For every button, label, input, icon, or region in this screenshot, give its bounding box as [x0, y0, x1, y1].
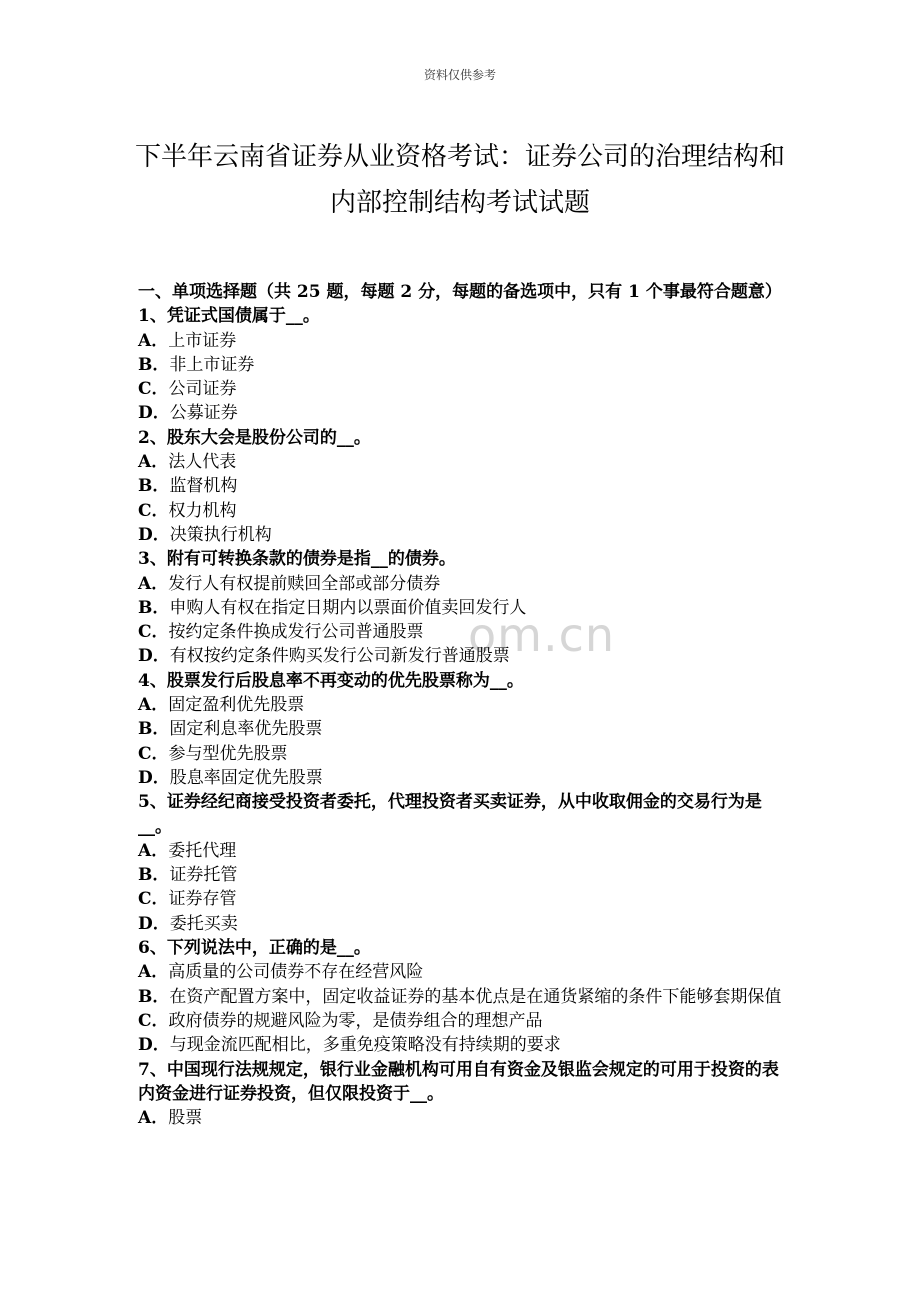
option-item — [138, 863, 788, 887]
option-label: B． — [138, 476, 170, 497]
option-item — [138, 693, 788, 717]
option-text: 委托代理 — [168, 840, 237, 861]
option-label: C． — [138, 622, 169, 643]
question-2 — [138, 426, 788, 450]
question-5 — [138, 790, 788, 839]
question-4 — [138, 669, 788, 693]
option-label: B． — [138, 719, 170, 740]
option-label: A． — [138, 452, 169, 473]
document-title — [120, 134, 800, 226]
question-text: 股东大会是股份公司的__。 — [166, 427, 371, 448]
option-item — [138, 523, 788, 547]
question-number: 5、 — [138, 792, 167, 813]
option-item — [138, 353, 788, 377]
option-text: 参与型优先股票 — [168, 743, 288, 764]
option-item — [138, 644, 788, 668]
option-text: 证券托管 — [169, 865, 238, 886]
option-item — [138, 620, 788, 644]
option-text: 与现金流匹配相比，多重免疫策略没有持续期的要求 — [169, 1035, 561, 1056]
option-label: A． — [138, 695, 169, 716]
option-item — [138, 960, 788, 984]
title-line-1: 下半年云南省证券从业资格考试：证券公司的治理结构和 — [134, 142, 785, 172]
option-item — [138, 912, 788, 936]
option-label: D． — [138, 913, 170, 934]
option-label: C． — [138, 743, 169, 764]
option-label: C． — [138, 379, 169, 400]
option-text: 按约定条件换成发行公司普通股票 — [168, 622, 424, 643]
option-item — [138, 1009, 788, 1033]
option-label: A． — [138, 1108, 169, 1129]
option-label: B． — [138, 354, 170, 375]
option-item — [138, 1033, 788, 1057]
option-text: 决策执行机构 — [169, 524, 272, 545]
option-label: B． — [138, 865, 170, 886]
option-text: 高质量的公司债券不存在经营风险 — [168, 962, 424, 983]
option-text: 政府债券的规避风险为零，是债券组合的理想产品 — [168, 1010, 543, 1031]
option-item — [138, 329, 788, 353]
question-text: 中国现行法规规定，银行业金融机构可用自有资金及银监会规定的可用于投资的表内资金进行证券投资，但仅限投资于__。 — [138, 1059, 779, 1104]
option-text: 公司证券 — [168, 379, 237, 400]
option-label: A． — [138, 840, 169, 861]
option-item — [138, 450, 788, 474]
option-text: 权力机构 — [168, 500, 237, 521]
question-text: 股票发行后股息率不再变动的优先股票称为__。 — [166, 670, 524, 691]
question-text: 凭证式国债属于__。 — [166, 306, 320, 327]
option-text: 有权按约定条件购买发行公司新发行普通股票 — [169, 646, 510, 667]
title-line-2: 内部控制结构考试试题 — [329, 188, 590, 218]
option-label: A． — [138, 573, 169, 594]
watermark: om.cn — [468, 608, 616, 662]
option-item — [138, 887, 788, 911]
option-text: 监督机构 — [169, 476, 238, 497]
option-text: 委托买卖 — [169, 913, 238, 934]
option-text: 股票 — [168, 1108, 203, 1129]
option-label: A． — [138, 330, 169, 351]
option-label: D． — [138, 646, 170, 667]
option-item — [138, 596, 788, 620]
option-item — [138, 572, 788, 596]
question-text: 附有可转换条款的债券是指__的债券。 — [166, 549, 456, 570]
option-label: B． — [138, 597, 170, 618]
question-1 — [138, 304, 788, 328]
question-number: 1、 — [138, 306, 167, 327]
option-item — [138, 499, 788, 523]
option-item — [138, 401, 788, 425]
section-heading: 一、单项选择题（共 25 题，每题 2 分，每题的备选项中，只有 1 个事最符合题意） — [138, 282, 782, 302]
question-list — [138, 304, 788, 1130]
option-label: C． — [138, 500, 169, 521]
question-number: 2、 — [138, 427, 167, 448]
option-item — [138, 474, 788, 498]
option-text: 非上市证券 — [169, 354, 255, 375]
option-text: 公募证券 — [169, 403, 238, 424]
question-3 — [138, 547, 788, 571]
document-body — [138, 280, 788, 1130]
question-7 — [138, 1058, 788, 1107]
option-label: A． — [138, 962, 169, 983]
option-label: C． — [138, 889, 169, 910]
header-note: 资料仅供参考 — [423, 68, 496, 82]
option-label: B． — [138, 986, 170, 1007]
option-item — [138, 1106, 788, 1130]
option-item — [138, 717, 788, 741]
option-text: 证券存管 — [168, 889, 237, 910]
option-text: 固定利息率优先股票 — [169, 719, 323, 740]
question-number: 3、 — [138, 549, 167, 570]
question-text: 下列说法中，正确的是__。 — [166, 938, 371, 959]
option-label: C． — [138, 1010, 169, 1031]
option-item — [138, 377, 788, 401]
question-number: 7、 — [138, 1059, 167, 1080]
option-label: D． — [138, 524, 170, 545]
option-text: 申购人有权在指定日期内以票面价值卖回发行人 — [169, 597, 527, 618]
question-6 — [138, 936, 788, 960]
option-text: 上市证券 — [168, 330, 237, 351]
question-text: 证券经纪商接受投资者委托，代理投资者买卖证券，从中收取佣金的交易行为是__。 — [138, 792, 762, 837]
option-item — [138, 742, 788, 766]
option-item — [138, 985, 788, 1009]
question-number: 6、 — [138, 938, 167, 959]
option-text: 在资产配置方案中，固定收益证券的基本优点是在通货紧缩的条件下能够套期保值 — [169, 986, 782, 1007]
option-item — [138, 766, 788, 790]
option-text: 股息率固定优先股票 — [169, 767, 323, 788]
option-text: 发行人有权提前赎回全部或部分债券 — [168, 573, 441, 594]
option-text: 固定盈利优先股票 — [168, 695, 305, 716]
option-label: D． — [138, 403, 170, 424]
option-text: 法人代表 — [168, 452, 237, 473]
option-label: D． — [138, 1035, 170, 1056]
option-item — [138, 839, 788, 863]
option-label: D． — [138, 767, 170, 788]
question-number: 4、 — [138, 670, 167, 691]
